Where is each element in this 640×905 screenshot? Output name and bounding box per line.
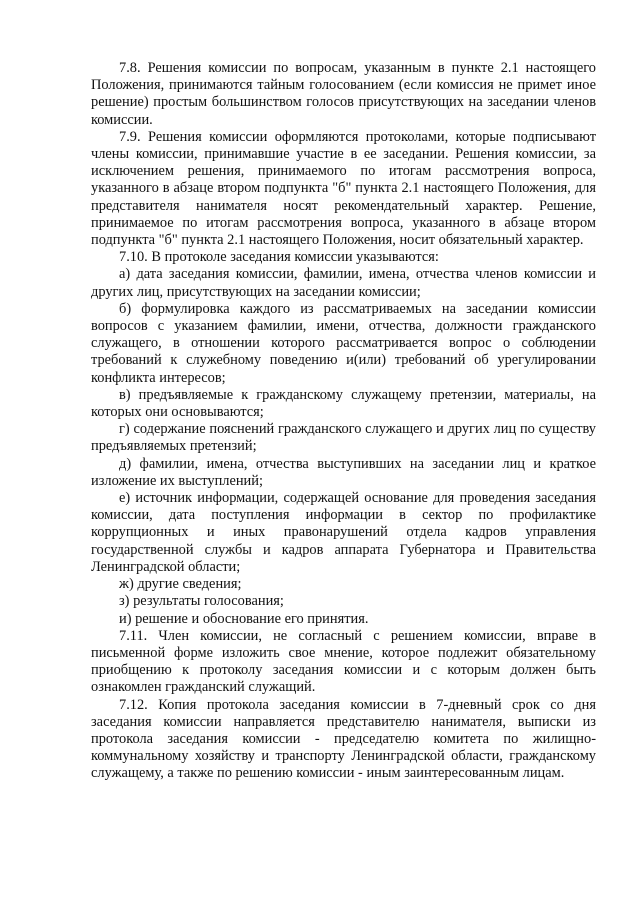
document-page bbox=[91, 60, 596, 783]
list-item-z: з) результаты голосования; bbox=[119, 593, 284, 610]
list-item-i: и) решение и обоснование его принятия. bbox=[119, 610, 369, 627]
list-item-d: д) фамилии, имена, отчества выступивших на заседании лиц и краткое изложение их выступлений; bbox=[91, 455, 596, 489]
paragraph-7-11: 7.11. Член комиссии, не согласный с решением комиссии, вправе в письменной форме изложить свое мнение, которое подлежит обязательному приобщению к протоколу заседания комиссии и с которым должен быть ознакомлен гражданский служащий. bbox=[91, 627, 596, 696]
list-item-v: в) предъявляемые к гражданскому служащему претензии, материалы, на которых они основываются; bbox=[91, 386, 596, 421]
list-item-g: г) содержание пояснений гражданского служащего и других лиц по существу предъявляемых претензий; bbox=[91, 421, 596, 455]
list-item-zh: ж) другие сведения; bbox=[119, 576, 242, 593]
paragraph-7-9: 7.9. Решения комиссии оформляются протоколами, которые подписывают члены комиссии, принимавшие участие в ее заседании. Решения комиссии, за исключением решения, принимаемого по итогам рассмотрения вопроса, указанного в абзаце втором подпункта "б" пункта 2.1 настоящего Положения, для представителя нанимателя носят рекомендательный характер. Решение, принимаемое по итогам рассмотрения вопроса, указанного в абзаце втором подпункта "б" пункта 2.1 настоящего Положения, носит обязательный характер. bbox=[91, 128, 596, 249]
paragraph-7-8: 7.8. Решения комиссии по вопросам, указанным в пункте 2.1 настоящего Положения, принимаются тайным голосованием (если комиссия не примет иное решение) простым большинством голосов присутствующих на заседании членов комиссии. bbox=[91, 60, 596, 128]
list-item-a: а) дата заседания комиссии, фамилии, имена, отчества членов комиссии и других лиц, присутствующих на заседании комиссии; bbox=[91, 266, 596, 300]
paragraph-7-10: 7.10. В протоколе заседания комиссии указываются: bbox=[119, 249, 439, 266]
list-item-e: е) источник информации, содержащей основание для проведения заседания комиссии, дата поступления информации в сектор по профилактике коррупционных и иных правонарушений отдела кадров управления государственной службы и кадров аппарата Губернатора и Правительства Ленинградской области; bbox=[91, 490, 596, 575]
paragraph-7-12: 7.12. Копия протокола заседания комиссии в 7-дневный срок со дня заседания комиссии направляется представителю нанимателя, выписки из протокола заседания комиссии - председателю комитета по жилищно-коммунальному хозяйству и транспорту Ленинградской области, гражданскому служащему, а также по решению комиссии - иным заинтересованным лицам. bbox=[91, 696, 596, 782]
list-item-b: б) формулировка каждого из рассматриваемых на заседании комиссии вопросов с указанием фамилии, имени, отчества, должности гражданского служащего, в отношении которого рассматривается вопрос о соблюдении требований к служебному поведению и(или) требований об урегулировании конфликта интересов; bbox=[91, 300, 596, 386]
